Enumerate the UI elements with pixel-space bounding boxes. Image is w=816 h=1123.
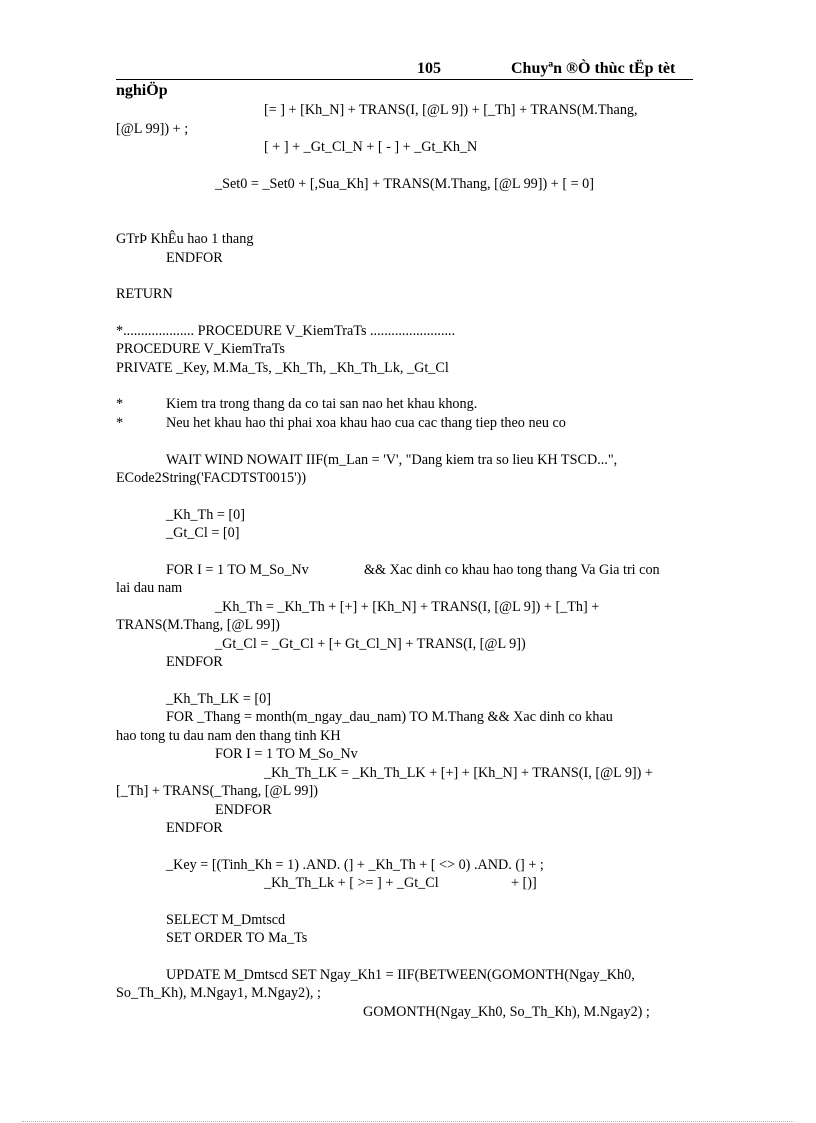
code-line: _Gt_Cl = [0] (166, 525, 240, 541)
code-line: [_Th] + TRANS(_Thang, [@L 99]) (116, 783, 318, 799)
code-line: Kiem tra trong thang da co tai san nao het khau khong. (166, 396, 478, 412)
code-line: [@L 99]) + ; (116, 121, 189, 137)
code-line: Neu het khau hao thi phai xoa khau hao cua cac thang tiep theo neu co (166, 415, 566, 431)
footer-rule (22, 1121, 794, 1122)
code-line: ENDFOR (166, 820, 223, 836)
code-line: [ + ] + _Gt_Cl_N + [ - ] + _Gt_Kh_N (264, 139, 478, 155)
code-line: _Kh_Th_LK = [0] (166, 691, 271, 707)
code-line: ENDFOR (166, 250, 223, 266)
code-line: *.................... PROCEDURE V_KiemTraTs ........................ (116, 323, 456, 339)
code-line: TRANS(M.Thang, [@L 99]) (116, 617, 280, 633)
code-line: + [)] (511, 875, 537, 891)
code-line: _Gt_Cl = _Gt_Cl + [+ Gt_Cl_N] + TRANS(I, [@L 9]) (215, 636, 526, 652)
code-line: [= ] + [Kh_N] + TRANS(I, [@L 9]) + [_Th] + TRANS(M.Thang, (264, 102, 638, 118)
code-line: So_Th_Kh), M.Ngay1, M.Ngay2), ; (116, 985, 321, 1001)
comment-marker: * (116, 415, 124, 431)
header-title: Chuyªn ®Ò thùc tËp tèt (511, 60, 676, 77)
code-line: FOR I = 1 TO M_So_Nv (166, 562, 309, 578)
code-line: GOMONTH(Ngay_Kh0, So_Th_Kh), M.Ngay2) ; (363, 1004, 650, 1020)
code-line: UPDATE M_Dmtscd SET Ngay_Kh1 = IIF(BETWEEN(GOMONTH(Ngay_Kh0, (166, 967, 635, 983)
code-line: WAIT WIND NOWAIT IIF(m_Lan = 'V', "Dang kiem tra so lieu KH TSCD...", (166, 452, 618, 468)
code-line: FOR _Thang = month(m_ngay_dau_nam) TO M.Thang && Xac dinh co khau (166, 709, 613, 725)
code-line: ENDFOR (166, 654, 223, 670)
code-line: RETURN (116, 286, 173, 302)
comment-marker: * (116, 396, 124, 412)
code-line: hao tong tu dau nam den thang tinh KH (116, 728, 341, 744)
code-line: _Set0 = _Set0 + [,Sua_Kh] + TRANS(M.Thang, [@L 99]) + [ = 0] (215, 176, 594, 192)
code-line: SELECT M_Dmtscd (166, 912, 286, 928)
code-line: GTrÞ KhÊu hao 1 thang (116, 231, 254, 247)
code-line: _Kh_Th = [0] (166, 507, 245, 523)
code-line: PROCEDURE V_KiemTraTs (116, 341, 285, 357)
header-rule (116, 79, 693, 80)
code-line: _Kh_Th = _Kh_Th + [+] + [Kh_N] + TRANS(I, [@L 9]) + [_Th] + (215, 599, 600, 615)
code-line: ENDFOR (215, 802, 272, 818)
code-line: _Key = [(Tinh_Kh = 1) .AND. (] + _Kh_Th + [ <> 0) .AND. (] + ; (166, 857, 544, 873)
page-number: 105 (417, 60, 441, 77)
code-line: PRIVATE _Key, M.Ma_Ts, _Kh_Th, _Kh_Th_Lk, _Gt_Cl (116, 360, 449, 376)
code-line: lai dau nam (116, 580, 183, 596)
header-title-continued: nghiÖp (116, 82, 168, 99)
code-line: _Kh_Th_Lk + [ >= ] + _Gt_Cl (264, 875, 439, 891)
code-line: ECode2String('FACDTST0015')) (116, 470, 307, 486)
code-line: SET ORDER TO Ma_Ts (166, 930, 308, 946)
code-line: FOR I = 1 TO M_So_Nv (215, 746, 358, 762)
code-comment: && Xac dinh co khau hao tong thang Va Gia tri con (364, 562, 660, 578)
code-line: _Kh_Th_LK = _Kh_Th_LK + [+] + [Kh_N] + TRANS(I, [@L 9]) + (264, 765, 653, 781)
